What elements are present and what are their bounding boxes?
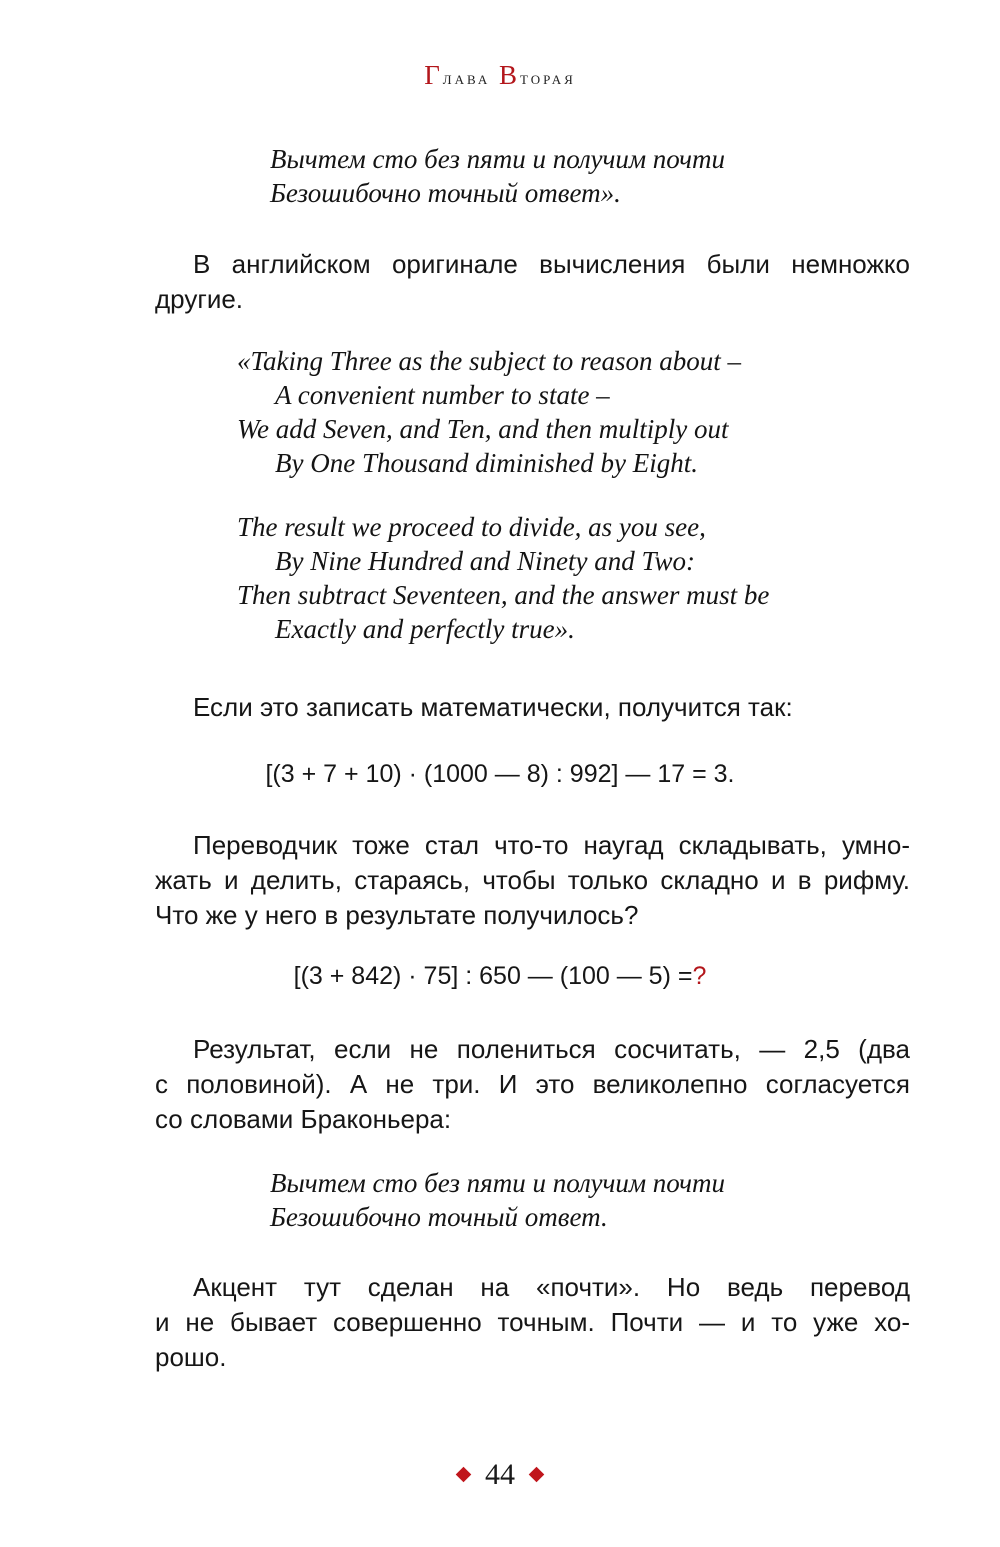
chapter-title-part-2: торая	[520, 68, 576, 89]
chapter-title-part-1: лава	[442, 68, 491, 89]
diamond-ornament-icon	[456, 1466, 472, 1482]
verse-line: Then subtract Seventeen, and the answer must be	[237, 580, 770, 610]
verse-english-stanza-2	[237, 510, 769, 646]
verse-line: Exactly and perfectly true».	[275, 614, 575, 644]
paragraph-line: со словами Браконьера:	[155, 1104, 452, 1134]
formula-original	[0, 760, 1000, 789]
chapter-title-initial-1: Г	[424, 60, 443, 90]
formula-text: [(3 + 842) · 75] : 650 — (100 — 5) =	[293, 962, 693, 990]
verse-russian-2	[270, 1166, 725, 1234]
diamond-ornament-icon	[529, 1466, 545, 1482]
verse-line: Безошибочно точный ответ».	[270, 178, 621, 208]
formula-translation	[0, 962, 1000, 991]
paragraph-line: В английском оригинале вычисления были немножко	[193, 249, 910, 279]
paragraph-3	[155, 828, 910, 933]
chapter-header	[0, 60, 1000, 91]
verse-line: Безошибочно точный ответ.	[270, 1202, 608, 1232]
formula-text: [(3 + 7 + 10) · (1000 — 8) : 992] — 17 = 3.	[265, 760, 735, 788]
page-number: 44	[485, 1458, 515, 1491]
verse-line: Вычтем сто без пяти и получим почти	[270, 144, 725, 174]
paragraph-1	[155, 247, 910, 317]
paragraph-line: Что же у него в результате получилось?	[155, 900, 639, 930]
paragraph-line: жать и делить, стараясь, чтобы только складно и в рифму.	[155, 865, 910, 895]
paragraph-4	[155, 1032, 910, 1137]
paragraph-5	[155, 1270, 910, 1375]
paragraph-line: другие.	[155, 284, 244, 314]
formula-question-mark: ?	[692, 962, 707, 990]
paragraph-line: рошо.	[155, 1342, 227, 1372]
chapter-title-initial-2: В	[499, 60, 521, 90]
verse-line: The result we proceed to divide, as you see,	[237, 512, 706, 542]
paragraph-line: Если это записать математически, получится так:	[193, 692, 793, 722]
verse-line: Вычтем сто без пяти и получим почти	[270, 1168, 725, 1198]
verse-line: A convenient number to state –	[275, 380, 610, 410]
verse-line: By One Thousand diminished by Eight.	[275, 448, 698, 478]
paragraph-line: Акцент тут сделан на «почти». Но ведь перевод	[193, 1272, 910, 1302]
verse-line: We add Seven, and Ten, and then multiply out	[237, 414, 729, 444]
page-footer	[0, 1458, 1000, 1492]
paragraph-2	[155, 690, 910, 725]
paragraph-line: и не бывает совершенно точным. Почти — и то уже хо-	[155, 1307, 910, 1337]
verse-line: «Taking Three as the subject to reason about –	[237, 346, 741, 376]
paragraph-line: Результат, если не полениться сосчитать, — 2,5 (два	[193, 1034, 910, 1064]
verse-russian-1	[270, 142, 725, 210]
paragraph-line: Переводчик тоже стал что-то наугад складывать, умно-	[193, 830, 910, 860]
paragraph-line: с половиной). А не три. И это великолепно согласуется	[155, 1069, 910, 1099]
verse-line: By Nine Hundred and Ninety and Two:	[275, 546, 695, 576]
verse-english-stanza-1	[237, 344, 741, 480]
